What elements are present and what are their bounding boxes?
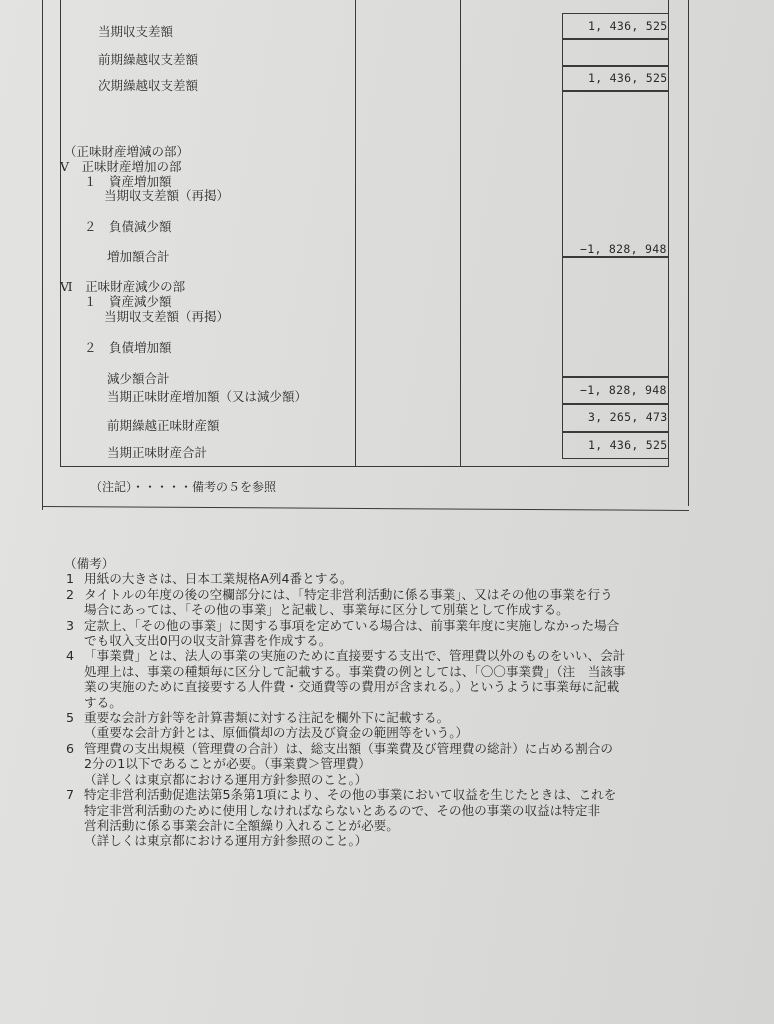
- row-label: 当期収支差額（再掲）: [104, 309, 230, 324]
- remark-number: 3: [66, 617, 75, 633]
- remark-text: （詳しくは東京都における運用方針参照のこと。）: [84, 771, 368, 787]
- remark-text: 定款上、「その他の事業」に関する事項を定めている場合は、前事業年度に実施しなかった場合: [84, 617, 620, 633]
- remark-item: [64, 618, 704, 633]
- remark-item: [64, 587, 704, 602]
- row-label: ２ 負債減少額: [84, 219, 172, 234]
- remark-text: でも収入支出0円の収支計算書を作成する。: [84, 633, 332, 649]
- remark-text: 用紙の大きさは、日本工業規格A列4番とする。: [84, 571, 353, 587]
- remark-text: （重要な会計方針とは、原価償却の方法及び資金の範囲等をいう。）: [84, 725, 469, 741]
- amount-value: −1, 828, 948: [580, 242, 667, 256]
- row-label: 当期収支差額: [98, 24, 174, 39]
- section-heading: Ⅵ 正味財産減少の部: [60, 279, 186, 294]
- remark-item-continued: [64, 602, 704, 617]
- outer-frame-left: [42, 0, 43, 510]
- remark-text: 管理費の支出規模（管理費の合計）は、総支出額（事業費及び管理費の総計）に占める割合の: [84, 740, 613, 756]
- amount-box: [562, 91, 669, 257]
- row-label: 当期収支差額（再掲）: [104, 188, 230, 203]
- remark-text: 場合にあっては、「その他の事業」と記載し、事業毎に区分して別葉として作成する。: [84, 602, 569, 618]
- remark-item-continued: [64, 818, 704, 833]
- remark-item: [64, 571, 704, 586]
- remark-item-continued: [64, 633, 704, 648]
- amount-value: 3, 265, 473: [588, 410, 668, 424]
- remark-number: 2: [66, 586, 75, 602]
- row-label: 前期繰越収支差額: [98, 52, 199, 67]
- remark-text: 業の実施のために直接要する人件費・交通費等の費用が含まれる。）というように事業毎に記載: [84, 679, 620, 695]
- table-left-border: [60, 0, 61, 466]
- amount-value: −1, 828, 948: [580, 383, 667, 397]
- remark-text: （詳しくは東京都における運用方針参照のこと。）: [84, 833, 368, 849]
- row-label: 減少額合計: [107, 371, 170, 386]
- remark-item-continued: [64, 664, 704, 679]
- remark-item-continued: [64, 679, 704, 694]
- remark-number: 1: [66, 571, 75, 587]
- amount-value: 1, 436, 525: [588, 19, 668, 33]
- remark-item: [64, 648, 704, 663]
- section-heading: Ⅴ 正味財産増加の部: [60, 159, 182, 174]
- row-label: １ 資産減少額: [84, 294, 172, 309]
- remark-text: 2分の1以下であることが必要。（事業費＞管理費）: [84, 756, 371, 772]
- outer-frame-right: [688, 0, 689, 506]
- remark-number: 6: [66, 740, 75, 756]
- remark-item-continued: [64, 772, 704, 787]
- table-column-divider-1: [355, 0, 356, 466]
- amount-value: 1, 436, 525: [588, 71, 668, 85]
- section-heading: （正味財産増減の部）: [64, 144, 190, 159]
- remark-item: [64, 741, 704, 756]
- remark-item-continued: [64, 756, 704, 771]
- row-label: 前期繰越正味財産額: [107, 418, 220, 433]
- remark-item-continued: [64, 695, 704, 710]
- remark-item-continued: [64, 833, 704, 848]
- remark-text: タイトルの年度の後の空欄部分には、「特定非営利活動に係る事業」、又はその他の事業を行う: [84, 586, 613, 602]
- remark-item-continued: [64, 803, 704, 818]
- remark-item: [64, 710, 704, 725]
- table-footnote: （注記）・・・・・備考の５を参照: [90, 480, 277, 494]
- row-label: １ 資産増加額: [84, 174, 172, 189]
- remark-text: 特定非営利活動促進法第5条第1項により、その他の事業において収益を生じたときは、これを: [84, 787, 617, 803]
- remark-text: 処理上は、事業の種類毎に区分して記載する。事業費の例としては、「〇〇事業費」（注 当該事: [84, 663, 626, 679]
- table-bottom-border: [60, 466, 669, 467]
- row-label: 当期正味財産増加額（又は減少額）: [107, 389, 308, 404]
- remark-number: 4: [66, 648, 75, 664]
- remark-number: 7: [66, 787, 75, 803]
- remark-item: [64, 787, 704, 802]
- remark-item-continued: [64, 725, 704, 740]
- amount-box: [562, 257, 669, 377]
- remarks-section: [64, 556, 704, 849]
- remark-number: 5: [66, 710, 75, 726]
- remark-text: 特定非営利活動のために使用しなければならないとあるので、その他の事業の収益は特定非: [84, 802, 601, 818]
- remark-text: 重要な会計方針等を計算書類に対する注記を欄外下に記載する。: [84, 710, 450, 726]
- outer-frame-bottom: [42, 506, 689, 511]
- row-label: 次期繰越収支差額: [98, 78, 199, 93]
- remark-text: 「事業費」とは、法人の事業の実施のために直接要する支出で、管理費以外のものをいい、会計: [84, 648, 626, 664]
- remarks-heading: （備考）: [64, 556, 115, 571]
- amount-value: 1, 436, 525: [588, 438, 668, 452]
- table-column-divider-2: [460, 0, 461, 466]
- remark-text: 営利活動に係る事業会計に全額繰り入れることが必要。: [84, 817, 399, 833]
- remark-text: する。: [84, 694, 122, 710]
- row-label: ２ 負債増加額: [84, 340, 172, 355]
- row-label: 増加額合計: [107, 249, 170, 264]
- amount-box: [562, 39, 669, 66]
- row-label: 当期正味財産合計: [107, 445, 208, 460]
